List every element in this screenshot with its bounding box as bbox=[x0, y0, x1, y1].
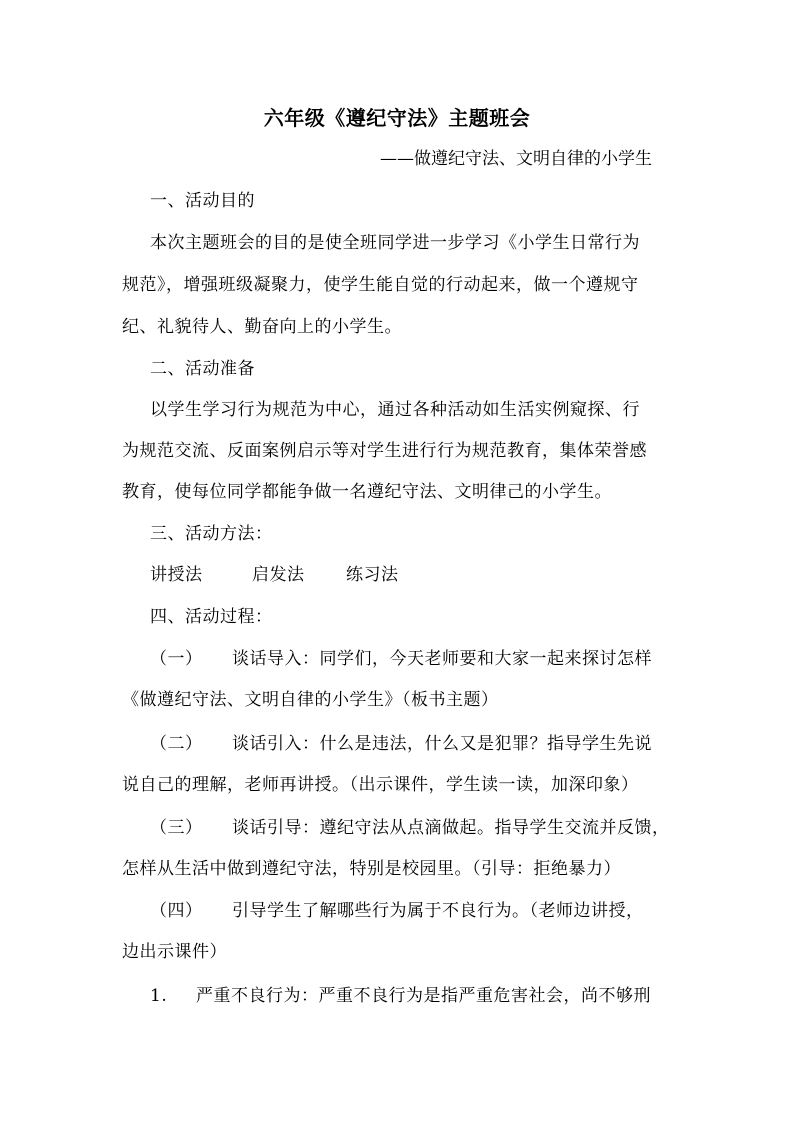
goal-line: 本次主题班会的目的是使全班同学进一步学习《小学生日常行为 bbox=[150, 233, 640, 253]
prep-line: 教育，使每位同学都能争做一名遵纪守法、文明律己的小学生。 bbox=[122, 482, 612, 502]
method-item: 启发法 bbox=[252, 565, 305, 585]
goal-heading: 一、活动目的 bbox=[150, 191, 255, 211]
step-number: （四） bbox=[150, 901, 203, 921]
document-title: 六年级《遵纪守法》主题班会 bbox=[263, 106, 531, 130]
step-text: 谈话导入：同学们，今天老师要和大家一起来探讨怎样 bbox=[232, 649, 652, 669]
process-heading: 四、活动过程： bbox=[150, 607, 273, 627]
step-text: 谈话引导：遵纪守法从点滴做起。指导学生交流并反馈， bbox=[232, 818, 670, 838]
step-text: 边出示课件） bbox=[122, 942, 227, 962]
step-number: （一） bbox=[150, 649, 203, 669]
prep-heading: 二、活动准备 bbox=[150, 359, 255, 379]
step-text: 谈话引入：什么是违法，什么又是犯罪？指导学生先说 bbox=[232, 734, 652, 754]
goal-line: 纪、礼貌待人、勤奋向上的小学生。 bbox=[122, 317, 402, 337]
document-subtitle: ——做遵纪守法、文明自律的小学生 bbox=[380, 149, 652, 169]
prep-line: 为规范交流、反面案例启示等对学生进行行为规范教育，集体荣誉感 bbox=[122, 441, 647, 461]
method-heading: 三、活动方法： bbox=[150, 524, 273, 544]
goal-line: 规范》，增强班级凝聚力，使学生能自觉的行动起来，做一个遵规守 bbox=[122, 275, 639, 295]
method-item: 讲授法 bbox=[150, 565, 203, 585]
method-item: 练习法 bbox=[346, 565, 399, 585]
step-text: 引导学生了解哪些行为属于不良行为。（老师边讲授， bbox=[232, 901, 644, 921]
step-number: （三） bbox=[150, 818, 203, 838]
step-text: 《做遵纪守法、文明自律的小学生》（板书主题） bbox=[122, 690, 499, 710]
step-number: （二） bbox=[150, 734, 203, 754]
step-text: 怎样从生活中做到遵纪守法，特别是校园里。（引导：拒绝暴力） bbox=[122, 859, 621, 879]
item-text: 严重不良行为：严重不良行为是指严重危害社会，尚不够刑 bbox=[196, 986, 651, 1006]
item-number: 1. bbox=[150, 986, 168, 1006]
prep-line: 以学生学习行为规范为中心，通过各种活动如生活实例窥探、行 bbox=[150, 400, 640, 420]
step-text: 说自己的理解，老师再讲授。（出示课件，学生读一读，加深印象） bbox=[122, 775, 639, 795]
